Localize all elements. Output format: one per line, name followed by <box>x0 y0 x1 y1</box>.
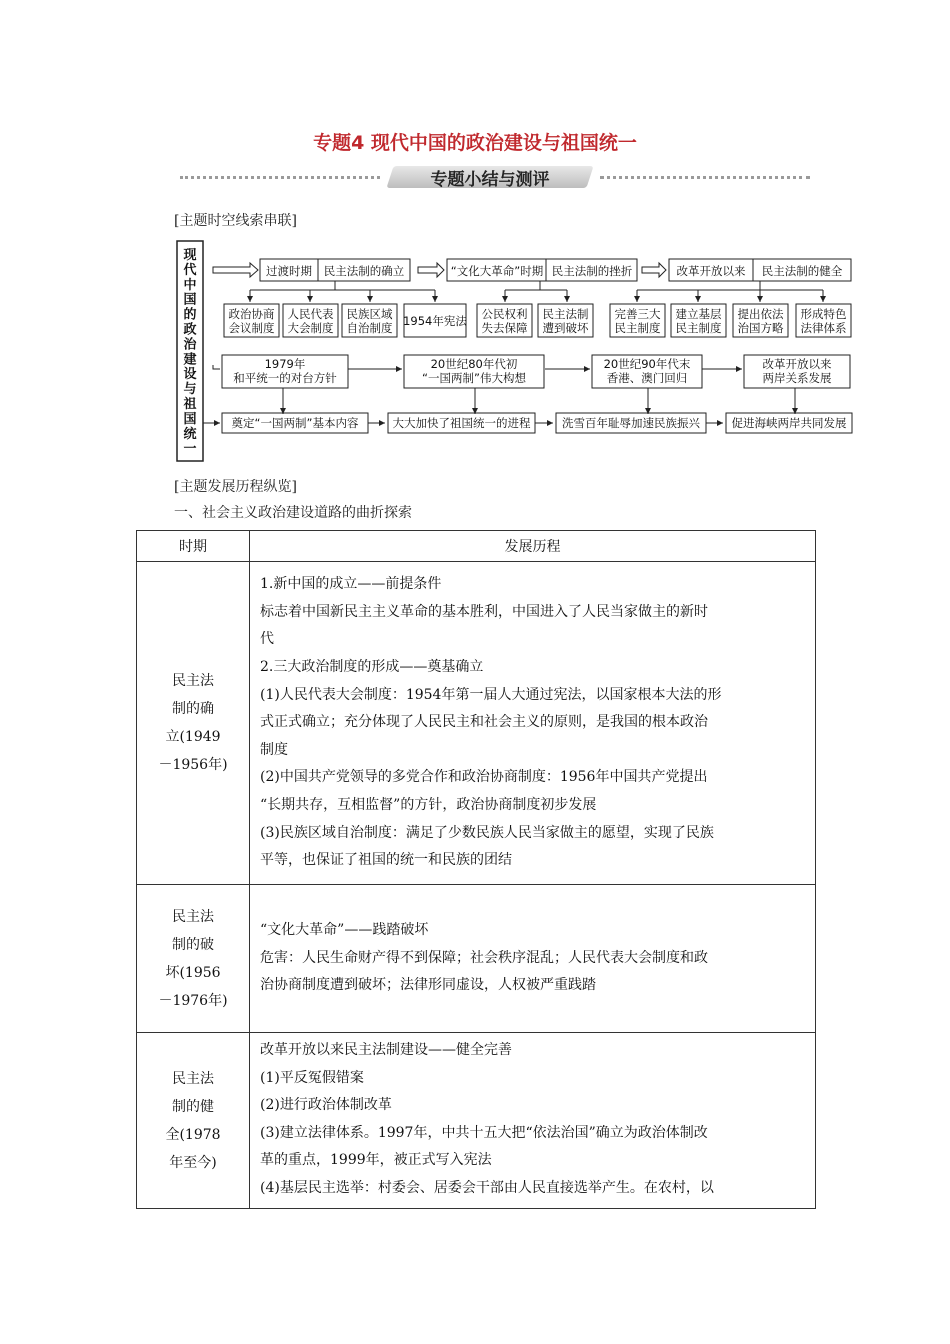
row2-text: 遭到破坏 <box>542 321 589 335</box>
history-line: 危害：人民生命财产得不到保障；社会秩序混乱；人民代表大会制度和政 <box>260 949 708 966</box>
history-line: (2)进行政治体制改革 <box>260 1097 392 1114</box>
period-line: －1956年) <box>158 757 228 773</box>
period-cell <box>137 1033 250 1209</box>
history-line: “文化大革命”——践踏破坏 <box>260 922 429 939</box>
jianquan-text: 民主法制的健全 <box>761 264 843 278</box>
guodu-text: 过渡时期 <box>266 264 312 278</box>
period-line: 制的确 <box>172 701 214 717</box>
history-line: “长期共存，互相监督”的方针，政治协商制度初步发展 <box>260 796 597 813</box>
row3 <box>222 355 850 388</box>
row2-text: 1954年宪法 <box>403 314 467 328</box>
period-line: 年至今) <box>169 1154 217 1171</box>
vertical-title-char: 祖 <box>183 397 197 412</box>
row3-text: “一国两制”伟大构想 <box>422 371 526 385</box>
row2-text: 完善三大 <box>614 307 661 321</box>
history-line: (3)建立法律体系。1997年，中共十五大把“依法治国”确立为政治体制改 <box>260 1124 708 1141</box>
history-line: 1.新中国的成立——前提条件 <box>260 576 442 593</box>
period-cell <box>137 562 250 885</box>
cuozhe-text: 民主法制的挫折 <box>551 264 633 278</box>
table-row <box>137 1033 816 1209</box>
connectors-1 <box>250 281 823 302</box>
vertical-title-char: 国 <box>183 411 197 427</box>
vertical-title-char: 的 <box>183 307 197 323</box>
row2-text: 法律体系 <box>800 321 847 335</box>
period-line: 制的破 <box>172 936 214 953</box>
row3-text: 20世纪90年代末 <box>603 357 691 371</box>
vertical-title-char: 与 <box>183 382 197 398</box>
history-line: 标志着中国新民主主义革命的基本胜利，中国进入了人民当家做主的新时 <box>260 603 708 620</box>
row2 <box>224 304 851 337</box>
header-history: 发展历程 <box>250 531 816 562</box>
history-table <box>136 530 816 1209</box>
row2-text: 形成特色 <box>800 307 847 321</box>
history-line: 制度 <box>260 741 288 758</box>
table-row <box>137 562 816 885</box>
row2-text: 民主法制 <box>542 307 589 321</box>
row3-text: 两岸关系发展 <box>762 371 832 385</box>
vertical-title-char: 设 <box>183 367 197 383</box>
row2-text: 人民代表 <box>287 307 334 321</box>
queli-text: 民主法制的确立 <box>323 264 405 278</box>
row3-text: 和平统一的对台方针 <box>233 371 337 385</box>
row3-text: 20世纪80年代初 <box>430 357 518 371</box>
row3-text: 1979年 <box>264 357 306 371</box>
history-cell <box>250 885 816 1033</box>
row2-text: 提出依法 <box>737 307 784 321</box>
period-line: 民主法 <box>172 1070 214 1087</box>
vertical-title-char: 政 <box>183 322 197 338</box>
period-line: 坏(1956 <box>165 964 221 981</box>
row1 <box>213 259 851 281</box>
vertical-title-char: 现 <box>183 248 197 263</box>
row2-text: 会议制度 <box>228 321 275 335</box>
wenge-text: “文化大革命”时期 <box>450 264 544 278</box>
banner-text: 专题小结与测评 <box>430 170 550 190</box>
history-line: (2)中国共产党领导的多党合作和政治协商制度：1956年中国共产党提出 <box>260 769 708 786</box>
hollow-arrow <box>213 263 258 277</box>
table-row <box>137 885 816 1033</box>
gaige-text: 改革开放以来 <box>676 264 746 278</box>
row4-text: 促进海峡两岸共同发展 <box>731 416 847 430</box>
history-line: 2.三大政治制度的形成——奠基确立 <box>260 659 484 676</box>
row4-text: 大大加快了祖国统一的进程 <box>392 416 531 430</box>
vertical-title-char: 一 <box>183 441 197 457</box>
history-line: 治协商制度遭到破坏；法律形同虚设，人权被严重践踏 <box>260 977 596 994</box>
row2-text: 民主制度 <box>675 321 722 335</box>
vertical-title-char: 建 <box>183 352 197 368</box>
row2-text: 建立基层 <box>675 307 722 321</box>
period-line: 全(1978 <box>165 1126 221 1143</box>
row2-text: 自治制度 <box>346 321 393 335</box>
history-line: (4)基层民主选举：村委会、居委会干部由人民直接选举产生。在农村，以 <box>260 1179 714 1196</box>
vertical-title-char: 代 <box>183 262 197 278</box>
vertical-title-char: 中 <box>183 277 197 293</box>
history-line: 式正式确立；充分体现了人民民主和社会主义的原则，是我国的根本政治 <box>260 714 708 731</box>
history-line: (1)人民代表大会制度：1954年第一届人大通过宪法，以国家根本大法的形 <box>260 686 722 703</box>
row2-text: 民主制度 <box>614 321 661 335</box>
history-line: 革的重点，1999年，被正式写入宪法 <box>260 1152 492 1169</box>
timeline-diagram <box>0 0 950 470</box>
period-line: －1976年) <box>158 992 228 1009</box>
period-line: 民主法 <box>172 908 214 925</box>
header-period: 时期 <box>137 531 250 562</box>
vertical-title <box>182 248 197 457</box>
period-cell <box>137 885 250 1033</box>
vertical-title-char: 治 <box>183 337 197 353</box>
row4-text: 奠定“一国两制”基本内容 <box>231 416 359 430</box>
row2-text: 政治协商 <box>228 307 275 321</box>
row2-text: 失去保障 <box>481 321 528 335</box>
vertical-title-char: 国 <box>183 292 197 308</box>
history-line: 改革开放以来民主法制建设——健全完善 <box>260 1042 512 1058</box>
period-line: 民主法 <box>172 673 214 689</box>
history-line: 代 <box>260 631 274 648</box>
history-cell <box>250 562 816 885</box>
period-line: 立(1949 <box>165 729 221 745</box>
section2-heading: 一、社会主义政治建设道路的曲折探索 <box>174 505 412 521</box>
row4-text: 洗雪百年耻辱加速民族振兴 <box>562 416 700 430</box>
row2-text: 治国方略 <box>737 321 784 335</box>
row2-text: 公民权利 <box>481 307 528 321</box>
row3-text: 香港、澳门回归 <box>606 371 688 385</box>
history-cell <box>250 1033 816 1209</box>
row2-text: 民族区域 <box>346 307 393 321</box>
vertical-title-char: 统 <box>183 426 197 442</box>
row3-text: 改革开放以来 <box>762 357 832 371</box>
history-line: (1)平反冤假错案 <box>260 1069 364 1086</box>
period-line: 制的健 <box>172 1098 214 1115</box>
page-title: 专题4 现代中国的政治建设与祖国统一 <box>313 132 637 154</box>
section1-label: [主题时空线索串联] <box>174 213 297 229</box>
history-line: (3)民族区域自治制度：满足了少数民族人民当家做主的愿望，实现了民族 <box>260 824 714 841</box>
section2-label: [主题发展历程纵览] <box>174 479 297 495</box>
history-line: 平等，也保证了祖国的统一和民族的团结 <box>260 852 512 869</box>
row2-text: 大会制度 <box>287 321 334 335</box>
table-header-row <box>137 531 816 562</box>
